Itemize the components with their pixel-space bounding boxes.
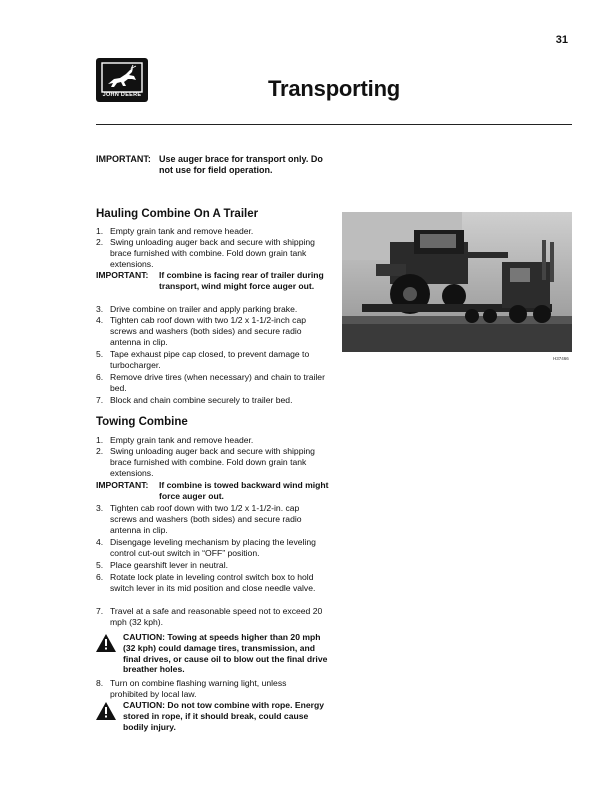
important-note-top (96, 154, 356, 178)
item-text: Tighten cab roof down with two 1/2 x 1-1/2-in. cap screws and washers (both sides) and secure radio antenna in clip. (110, 503, 302, 535)
item-text: Rotate lock plate in leveling control switch box to hold switch lever in its mid position and close needle valve. (110, 572, 316, 593)
warning-triangle-icon (96, 702, 116, 720)
item-text: Block and chain combine securely to trailer bed. (110, 395, 293, 405)
item-number: 3. (96, 503, 104, 513)
page-number: 31 (555, 34, 568, 46)
item-number: 1. (96, 226, 104, 236)
item-text: Swing unloading auger back and secure with shipping brace furnished with combine. Fold down grain tank extensions. (110, 237, 315, 269)
leaping-deer-icon (96, 60, 148, 94)
item-number: 2. (96, 446, 104, 456)
section-heading-hauling: Hauling Combine On A Trailer (96, 208, 259, 220)
item-text: Empty grain tank and remove header. (110, 226, 254, 236)
john-deere-logo (96, 58, 148, 102)
item-number: 8. (96, 678, 104, 688)
item-number: 5. (96, 349, 104, 359)
photo-illustration (342, 212, 572, 352)
combine-on-trailer-photo (342, 212, 572, 352)
logo-text: JOHN DEERE (102, 92, 142, 98)
item-number: 7. (96, 395, 104, 405)
item-text: Place gearshift lever in neutral. (110, 560, 228, 570)
item-text: Travel at a safe and reasonable speed not to exceed 20 mph (32 kph). (110, 606, 323, 627)
item-text: Drive combine on trailer and apply parking brake. (110, 304, 298, 314)
item-text: Turn on combine flashing warning light, unless prohibited by local law. (110, 678, 287, 699)
important-text: If combine is facing rear of trailer during transport, wind might force auger out. (159, 270, 324, 291)
item-number: 7. (96, 606, 104, 616)
photo-caption: H37466 (553, 356, 569, 361)
caution-text: CAUTION: Do not tow combine with rope. Energy stored in rope, if it should break, could cause bodily injury. (123, 700, 324, 732)
item-number: 3. (96, 304, 104, 314)
item-text: Tape exhaust pipe cap closed, to prevent damage to turbocharger. (110, 349, 310, 370)
item-number: 2. (96, 237, 104, 247)
item-number: 4. (96, 315, 104, 325)
item-number: 4. (96, 537, 104, 547)
page-title: Transporting (268, 76, 401, 101)
title-divider (96, 124, 572, 125)
important-label: IMPORTANT: (96, 154, 151, 164)
important-label: IMPORTANT: (96, 270, 149, 280)
caution-text: CAUTION: Towing at speeds higher than 20 mph (32 kph) could damage tires, transmission, and final drives, or cause oil to blow out the final drive breather holes. (123, 632, 328, 675)
warning-triangle-icon (96, 634, 116, 652)
item-number: 5. (96, 560, 104, 570)
item-text: Swing unloading auger back and secure with shipping brace furnished with combine. Fold down grain tank extensions. (110, 446, 315, 478)
important-label: IMPORTANT: (96, 480, 149, 490)
item-number: 6. (96, 372, 104, 382)
item-text: Tighten cab roof down with two 1/2 x 1-1/2-inch cap screws and washers (both sides) and secure radio antenna in clip. (110, 315, 307, 347)
important-text: If combine is towed backward wind might force auger out. (159, 480, 329, 501)
item-number: 6. (96, 572, 104, 582)
item-text: Remove drive tires (when necessary) and chain to trailer bed. (110, 372, 325, 393)
item-number: 1. (96, 435, 104, 445)
important-text: Use auger brace for transport only. Do not use for field operation. (159, 154, 323, 176)
section-heading-towing: Towing Combine (96, 416, 188, 428)
item-text: Disengage leveling mechanism by placing the leveling control cut-out switch in “OFF” position. (110, 537, 316, 558)
item-text: Empty grain tank and remove header. (110, 435, 254, 445)
